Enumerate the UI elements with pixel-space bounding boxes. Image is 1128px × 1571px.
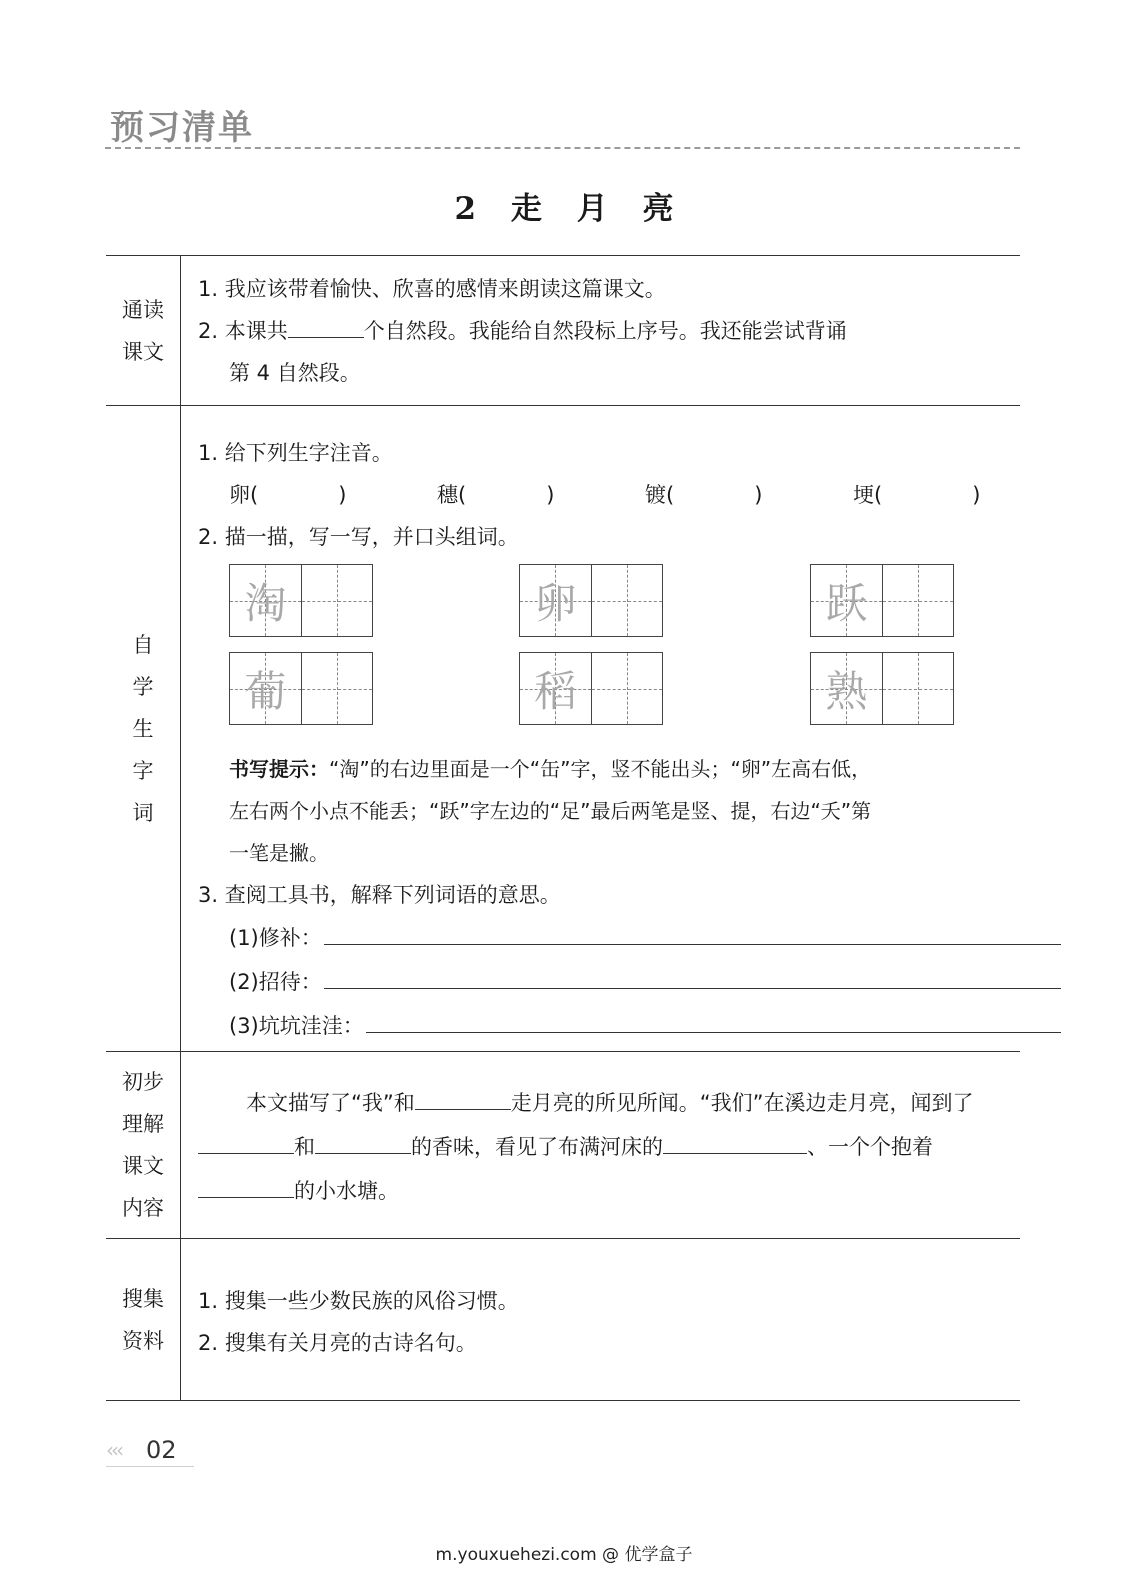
- definition-answer-line[interactable]: [324, 960, 1061, 989]
- grid-cell[interactable]: [301, 653, 373, 724]
- task-item: 1. 搜集一些少数民族的风俗习惯。: [198, 1289, 519, 1313]
- grid-cell[interactable]: [591, 653, 663, 724]
- task-item: 2. 搜集有关月亮的古诗名句。: [198, 1331, 477, 1355]
- grid-cell: [811, 565, 882, 636]
- lesson-title-char: 月: [576, 191, 608, 227]
- definition-row: [198, 960, 1061, 1004]
- task-item: 1. 给下列生字注音。: [198, 441, 393, 465]
- pinyin-char: 镀(: [645, 483, 675, 507]
- para-text: 本文描写了“我”和: [246, 1091, 415, 1115]
- section-content: [181, 1239, 1020, 1400]
- tip-line: 一笔是撇。: [229, 841, 329, 865]
- pinyin-answer-space[interactable]: [258, 474, 338, 516]
- tip-line: [229, 748, 1061, 790]
- task-item: [198, 310, 1002, 352]
- tip-line: 左右两个小点不能丢；“跃”字左边的“足”最后两笔是竖、提，右边“夭”第: [229, 799, 872, 823]
- paren: ): [972, 483, 981, 507]
- definition-row: [198, 1004, 1061, 1048]
- section-label: [106, 256, 181, 405]
- fill-blank[interactable]: [315, 1129, 411, 1154]
- section-understand-text: [106, 1052, 1020, 1239]
- section-read-text: [106, 256, 1020, 406]
- section-collect-materials: [106, 1239, 1020, 1400]
- tianzige-box[interactable]: [519, 564, 663, 637]
- lesson-number: 2: [454, 191, 477, 227]
- preview-worksheet: [106, 255, 1020, 1401]
- fill-blank[interactable]: [663, 1129, 807, 1154]
- grid-cell[interactable]: [882, 565, 954, 636]
- fill-blank[interactable]: [198, 1173, 294, 1198]
- para-text: 走月亮的所见所闻。“我们”在溪边走月: [510, 1091, 869, 1115]
- header-divider: [105, 147, 1020, 149]
- pinyin-char: 埂(: [853, 483, 883, 507]
- lesson-title-char: 亮: [642, 191, 674, 227]
- pinyin-item: [645, 474, 853, 516]
- trace-char: 淘: [244, 578, 287, 628]
- label-line: 课文: [122, 339, 164, 364]
- tip-text: “淘”的右边里面是一个“缶”字，竖不能出头；“卵”左高右低，: [329, 757, 872, 781]
- section-label: [106, 1239, 181, 1400]
- para-text: 和: [294, 1135, 315, 1159]
- para-text: 、: [807, 1135, 828, 1159]
- grid-cell: [230, 653, 301, 724]
- page-header-title: 预习清单: [110, 108, 254, 148]
- task-item: 2. 描一描，写一写，并口头组词。: [198, 525, 519, 549]
- paren: ): [338, 483, 347, 507]
- page-number: 02: [146, 1436, 177, 1464]
- tianzige-box[interactable]: [229, 652, 373, 725]
- page-arrows-icon: ‹‹‹: [106, 1438, 121, 1462]
- trace-char: 跃: [825, 578, 868, 628]
- definition-row: [198, 916, 1061, 960]
- label-line: 生: [132, 716, 154, 741]
- tianzige-box[interactable]: [519, 652, 663, 725]
- label-line: 通读: [122, 297, 164, 322]
- task-item-continued: 第 4 自然段。: [229, 361, 361, 385]
- label-line: 内容: [122, 1196, 164, 1220]
- para-text: 的香味，看见了布满河床的: [411, 1135, 663, 1159]
- task-item: 3. 查阅工具书，解释下列词语的意思。: [198, 883, 561, 907]
- pinyin-item: [437, 474, 645, 516]
- pinyin-answer-space[interactable]: [466, 474, 546, 516]
- lesson-title-char: 走: [510, 191, 542, 227]
- label-line: 初步: [122, 1070, 164, 1094]
- tianzige-box[interactable]: [810, 652, 954, 725]
- label-line: 字: [132, 758, 154, 783]
- tip-label: 书写提示：: [229, 757, 329, 781]
- fill-in-paragraph: [198, 1081, 1002, 1213]
- grid-cell: [230, 565, 301, 636]
- label-line: 课文: [122, 1154, 164, 1178]
- grid-cell[interactable]: [301, 565, 373, 636]
- label-line: 自: [132, 632, 154, 657]
- tianzige-box[interactable]: [229, 564, 373, 637]
- watermark: m.youxuehezi.com @ 优学盒子: [435, 1545, 693, 1565]
- trace-char: 熟: [825, 666, 868, 716]
- footer-divider: [106, 1466, 194, 1467]
- fill-blank[interactable]: [198, 1129, 294, 1154]
- trace-char: 葡: [244, 666, 287, 716]
- definition-answer-line[interactable]: [366, 1004, 1061, 1033]
- label-line: 资料: [122, 1328, 164, 1353]
- section-content: [181, 256, 1020, 405]
- tracing-grids: [198, 564, 1061, 740]
- writing-tip: [198, 748, 1061, 874]
- pinyin-answer-space[interactable]: [882, 474, 972, 516]
- paragraph-count-blank[interactable]: [288, 313, 364, 338]
- para-text: 的小水塘。: [294, 1179, 399, 1203]
- pinyin-char: 穗(: [437, 483, 467, 507]
- label-line: 理解: [122, 1112, 164, 1136]
- fill-blank[interactable]: [415, 1085, 511, 1110]
- label-line: 搜集: [122, 1286, 164, 1311]
- grid-cell: [520, 653, 591, 724]
- pinyin-item: [229, 474, 437, 516]
- pinyin-item: [853, 474, 1061, 516]
- paren: ): [546, 483, 555, 507]
- task-text: 个自然段。我能给自然段标上序号。我还能尝试背诵: [363, 319, 847, 343]
- definition-answer-line[interactable]: [324, 916, 1061, 945]
- section-label: [106, 406, 181, 1051]
- lesson-title: [0, 183, 1128, 228]
- grid-cell: [811, 653, 882, 724]
- grid-cell[interactable]: [591, 565, 663, 636]
- section-content: [181, 1052, 1020, 1238]
- pinyin-char: 卵(: [229, 483, 259, 507]
- definition-term: (2)招待：: [229, 970, 322, 994]
- definition-term: (3)坑坑洼洼：: [229, 1014, 364, 1038]
- label-line: 学: [132, 674, 154, 699]
- grid-cell: [520, 565, 591, 636]
- para-text: 一个个抱着: [828, 1135, 933, 1159]
- trace-char: 卵: [534, 578, 577, 628]
- paren: ): [754, 483, 763, 507]
- grid-cell[interactable]: [882, 653, 954, 724]
- para-text: 亮，闻到了: [868, 1091, 974, 1115]
- pinyin-row: [198, 474, 1061, 516]
- section-label: [106, 1052, 181, 1238]
- section-content: [181, 406, 1079, 1051]
- trace-char: 稻: [534, 666, 577, 716]
- task-text: 2. 本课共: [198, 319, 288, 343]
- pinyin-answer-space[interactable]: [674, 474, 754, 516]
- section-new-characters: [106, 406, 1020, 1052]
- label-line: 词: [132, 800, 154, 825]
- task-item: 1. 我应该带着愉快、欣喜的感情来朗读这篇课文。: [198, 277, 666, 301]
- tianzige-box[interactable]: [810, 564, 954, 637]
- definition-term: (1)修补：: [229, 926, 322, 950]
